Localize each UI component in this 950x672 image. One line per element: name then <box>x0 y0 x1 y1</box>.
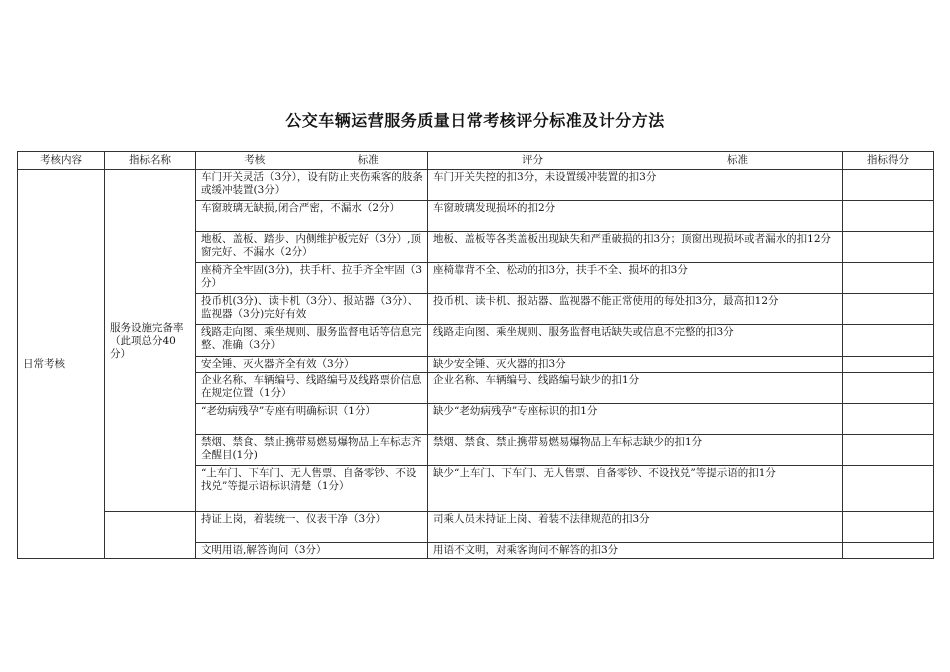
standard-cell: “上车门、下车门、无人售票、自备零钞、不设找兑”等提示语标识清楚（1分） <box>196 466 428 512</box>
standard-cell: 座椅齐全牢固(3分)，扶手杆、拉手齐全牢固（3分） <box>196 263 428 294</box>
table-header-row <box>18 152 934 170</box>
header-scoring-standard: 评分 标准 <box>428 152 843 170</box>
scoring-cell: 用语不文明，对乘客询问不解答的扣3分 <box>428 543 843 559</box>
standard-cell: 安全锤、灭火器齐全有效（3分） <box>196 357 428 373</box>
standard-cell: 投币机(3分)、读卡机（3分）、报站器（3分）、监视器（3分)完好有效 <box>196 294 428 325</box>
score-cell <box>843 325 934 357</box>
indicator-cell: 服务设施完备率（此项总分40分） <box>105 170 196 512</box>
score-cell <box>843 543 934 559</box>
standard-cell: 文明用语,解答询问（3分） <box>196 543 428 559</box>
header-indicator-score: 指标得分 <box>843 152 934 170</box>
score-cell <box>843 512 934 543</box>
scoring-cell: 缺少“老幼病残孕”专座标识的扣1分 <box>428 404 843 435</box>
standard-cell: 企业名称、车辆编号、线路编号及线路票价信息在规定位置（1分） <box>196 373 428 404</box>
header-indicator-name: 指标名称 <box>105 152 196 170</box>
score-cell <box>843 201 934 232</box>
category-cell: 日常考核 <box>18 170 105 559</box>
standard-cell: 车窗玻璃无缺损,闭合严密，不漏水（2分） <box>196 201 428 232</box>
score-cell <box>843 232 934 263</box>
score-cell <box>843 404 934 435</box>
indicator-cell-empty <box>105 512 196 559</box>
scoring-cell: 线路走向图、乘坐规则、服务监督电话缺失或信息不完整的扣3分 <box>428 325 843 357</box>
standard-cell: 线路走向图、乘坐规则、服务监督电话等信息完整、准确（3分） <box>196 325 428 357</box>
scoring-cell: 座椅靠背不全、松动的扣3分，扶手不全、损坏的扣3分 <box>428 263 843 294</box>
header-assessment-standard: 考核 标准 <box>196 152 428 170</box>
scoring-cell: 地板、盖板等各类盖板出现缺失和严重破损的扣3分；顶窗出现损坏或者漏水的扣12分 <box>428 232 843 263</box>
score-cell <box>843 294 934 325</box>
score-cell <box>843 466 934 512</box>
header-assessment-content: 考核内容 <box>18 152 105 170</box>
table-row <box>18 512 934 543</box>
scoring-cell: 投币机、读卡机、报站器、监视器不能正常使用的每处扣3分，最高扣12分 <box>428 294 843 325</box>
standard-cell: 持证上岗，着装统一、仪表干净（3分） <box>196 512 428 543</box>
scoring-cell: 司乘人员未持证上岗、着装不法律规范的扣3分 <box>428 512 843 543</box>
score-cell <box>843 170 934 201</box>
score-cell <box>843 357 934 373</box>
scoring-table <box>17 151 934 559</box>
scoring-cell: 缺少安全锤、灭火器的扣3分 <box>428 357 843 373</box>
scoring-cell: 企业名称、车辆编号、线路编号缺少的扣1分 <box>428 373 843 404</box>
standard-cell: 车门开关灵活（3分），设有防止夹伤乘客的肢条或缓冲装置(3分） <box>196 170 428 201</box>
scoring-cell: 禁烟、禁食、禁止携带易燃易爆物品上车标志缺少的扣1分 <box>428 435 843 466</box>
score-cell <box>843 263 934 294</box>
table-row <box>18 170 934 201</box>
score-cell <box>843 373 934 404</box>
scoring-cell: 车窗玻璃发现损坏的扣2分 <box>428 201 843 232</box>
standard-cell: 地板、盖板、踏步、内侧维护板完好（3分）,顶窗完好、不漏水（2分） <box>196 232 428 263</box>
scoring-cell: 车门开关失控的扣3分，未设置缓冲装置的扣3分 <box>428 170 843 201</box>
standard-cell: “老幼病残孕”专座有明确标识（1分） <box>196 404 428 435</box>
document-title: 公交车辆运营服务质量日常考核评分标准及计分方法 <box>285 111 665 130</box>
scoring-cell: 缺少“上车门、下车门、无人售票、自备零钞、不设找兑”等提示语的扣1分 <box>428 466 843 512</box>
standard-cell: 禁烟、禁食、禁止携带易燃易爆物品上车标志齐全醒目(1分) <box>196 435 428 466</box>
score-cell <box>843 435 934 466</box>
